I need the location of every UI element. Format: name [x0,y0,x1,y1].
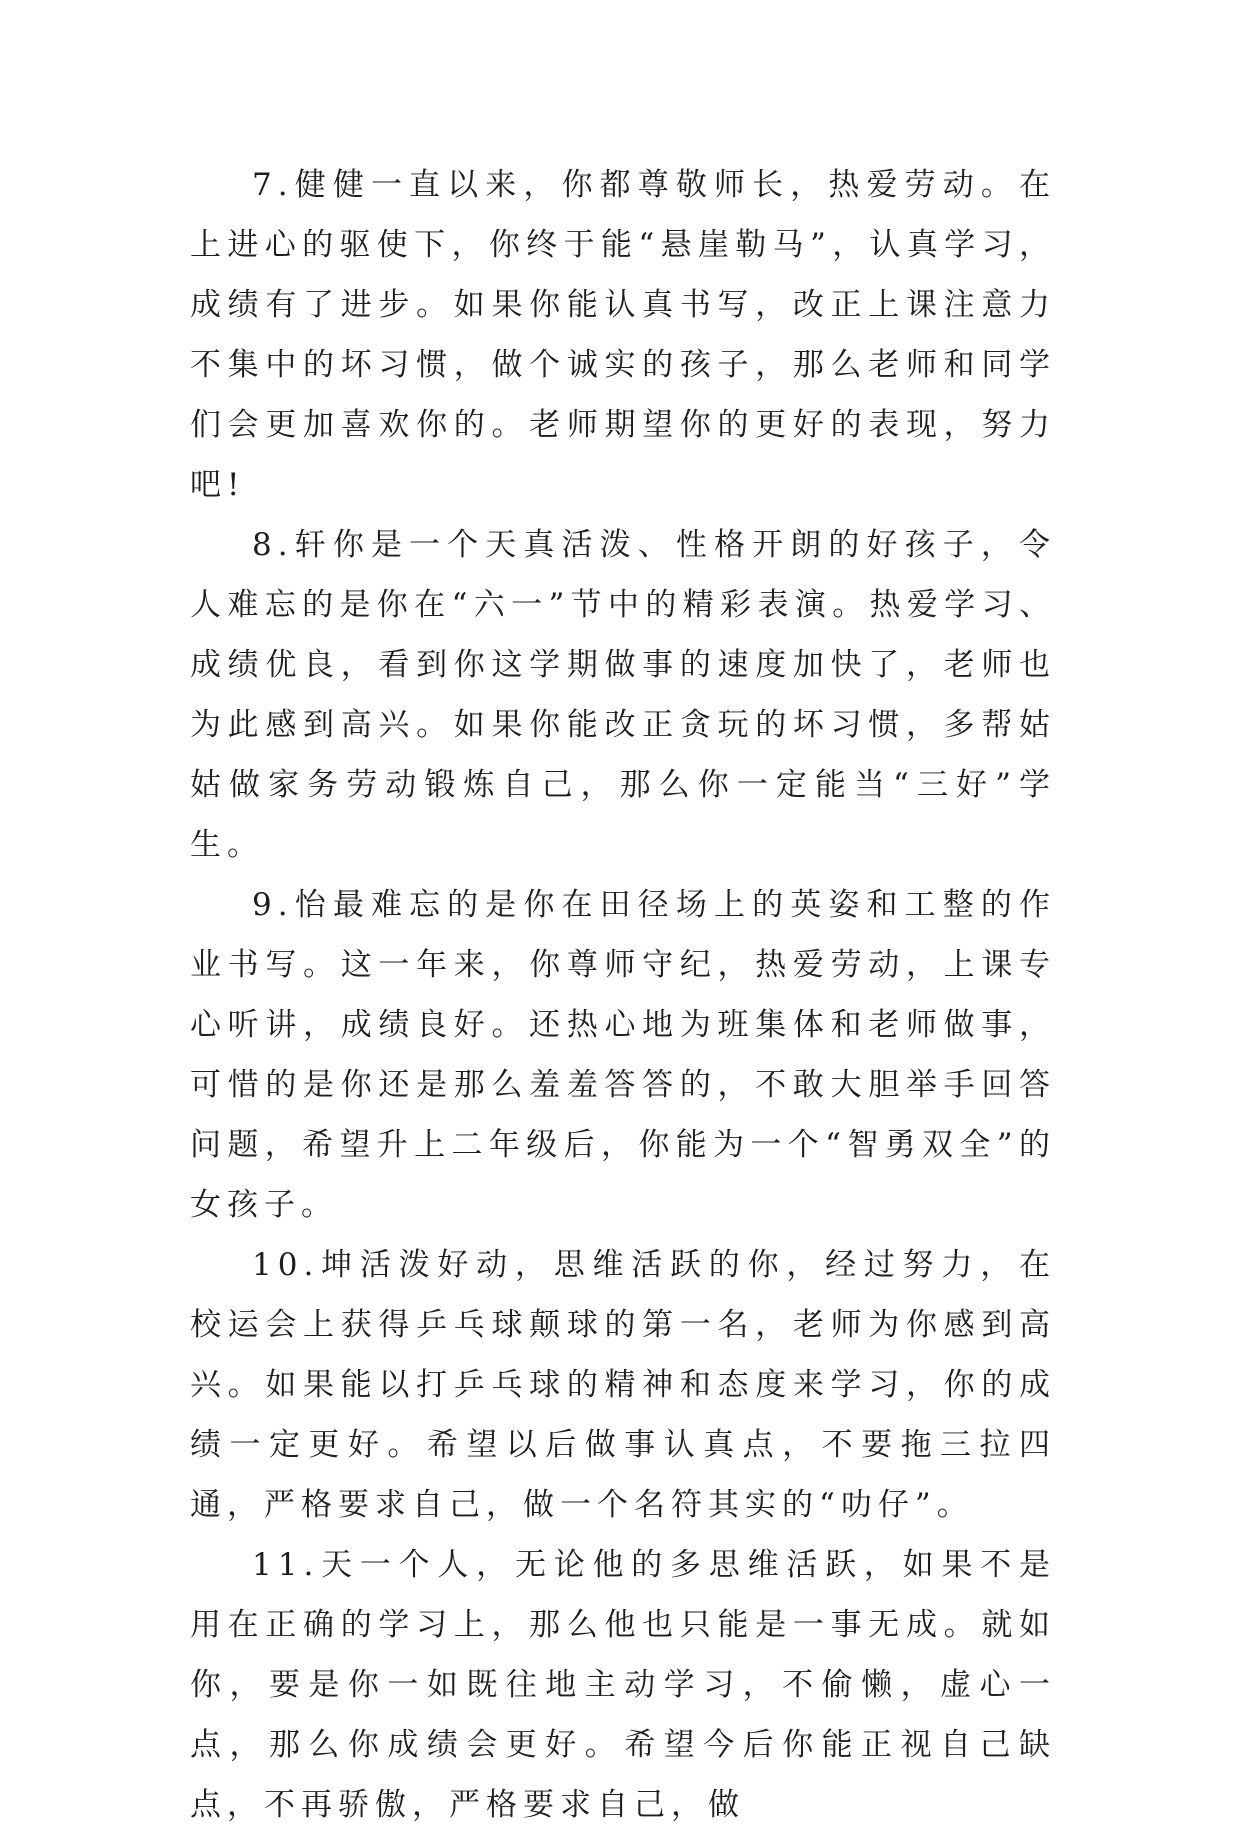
paragraph-7: 7.健健一直以来，你都尊敬师长，热爱劳动。在上进心的驱使下，你终于能“悬崖勒马”，认真学习，成绩有了进步。如果你能认真书写，改正上课注意力不集中的坏习惯，做个诚实的孩子，那么老师和同学们会更加喜欢你的。老师期望你的更好的表现，努力吧! [190,167,1056,503]
paragraph-11: 11.天一个人，无论他的多思维活跃，如果不是用在正确的学习上，那么他也只能是一事无成。就如你，要是你一如既往地主动学习，不偷懒，虚心一点，那么你成绩会更好。希望今后你能正视自己缺点，不再骄傲，严格要求自己，做 [190,1547,1056,1823]
paragraph-9: 9.怡最难忘的是你在田径场上的英姿和工整的作业书写。这一年来，你尊师守纪，热爱劳动，上课专心听讲，成绩良好。还热心地为班集体和老师做事，可惜的是你还是那么羞羞答答的，不敢大胆举手回答问题，希望升上二年级后，你能为一个“智勇双全”的女孩子。 [190,887,1056,1223]
paragraph-8: 8.轩你是一个天真活泼、性格开朗的好孩子，令人难忘的是你在“六一”节中的精彩表演。热爱学习、成绩优良，看到你这学期做事的速度加快了，老师也为此感到高兴。如果你能改正贪玩的坏习惯，多帮姑姑做家务劳动锻炼自己，那么你一定能当“三好”学生。 [190,527,1056,863]
paragraph-10: 10.坤活泼好动，思维活跃的你，经过努力，在校运会上获得乒乓球颠球的第一名，老师为你感到高兴。如果能以打乒乓球的精神和态度来学习，你的成绩一定更好。希望以后做事认真点，不要拖三拉四通，严格要求自己，做一个名符其实的“叻仔”。 [190,1247,1056,1523]
document-body [190,155,1056,1835]
